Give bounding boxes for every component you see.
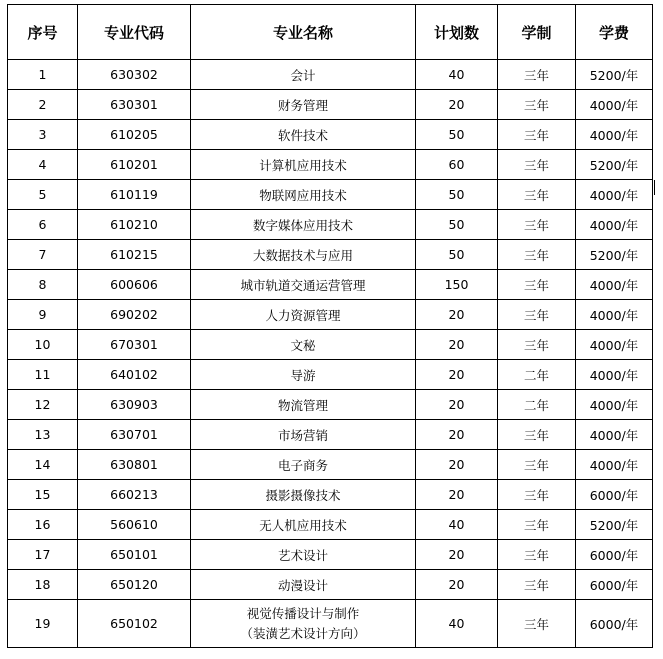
table-row	[8, 360, 653, 390]
cell-name: 数字媒体应用技术	[191, 210, 416, 240]
cell-name: 大数据技术与应用	[191, 240, 416, 270]
cell-quota: 50	[416, 120, 498, 150]
cell-quota: 40	[416, 60, 498, 90]
cell-index: 7	[8, 240, 78, 270]
majors-table	[7, 4, 653, 648]
cell-quota: 50	[416, 210, 498, 240]
cell-code: 610205	[78, 120, 191, 150]
cell-index: 13	[8, 420, 78, 450]
cell-quota: 20	[416, 570, 498, 600]
cell-fee: 4000/年	[576, 450, 653, 480]
cell-name-line: 视觉传播设计与制作	[246, 605, 360, 621]
table-row	[8, 270, 653, 300]
cell-duration: 三年	[498, 330, 576, 360]
cell-name: 城市轨道交通运营管理	[191, 270, 416, 300]
cell-quota: 20	[416, 480, 498, 510]
cell-quota: 20	[416, 300, 498, 330]
cell-index: 6	[8, 210, 78, 240]
cell-fee: 4000/年	[576, 390, 653, 420]
header-quota: 计划数	[416, 5, 498, 60]
cell-quota: 50	[416, 240, 498, 270]
cell-duration: 三年	[498, 180, 576, 210]
cell-quota: 20	[416, 540, 498, 570]
cell-quota: 40	[416, 600, 498, 648]
cell-index: 12	[8, 390, 78, 420]
cell-name: 物流管理	[191, 390, 416, 420]
cell-quota: 50	[416, 180, 498, 210]
table-row	[8, 330, 653, 360]
cell-fee: 5200/年	[576, 510, 653, 540]
cell-fee: 4000/年	[576, 210, 653, 240]
cell-index: 14	[8, 450, 78, 480]
cell-code: 560610	[78, 510, 191, 540]
cell-name: 软件技术	[191, 120, 416, 150]
header-row	[8, 5, 653, 60]
cell-fee: 4000/年	[576, 120, 653, 150]
cell-code: 600606	[78, 270, 191, 300]
cell-duration: 三年	[498, 570, 576, 600]
cell-duration: 三年	[498, 60, 576, 90]
cell-index: 16	[8, 510, 78, 540]
cell-code: 630903	[78, 390, 191, 420]
table-row	[8, 150, 653, 180]
table-row	[8, 570, 653, 600]
table-row	[8, 60, 653, 90]
cell-quota: 40	[416, 510, 498, 540]
cell-quota: 20	[416, 360, 498, 390]
table-row	[8, 210, 653, 240]
table-row	[8, 390, 653, 420]
cell-quota: 60	[416, 150, 498, 180]
cell-quota: 20	[416, 390, 498, 420]
cell-duration: 二年	[498, 390, 576, 420]
cell-name: 计算机应用技术	[191, 150, 416, 180]
cell-name: 动漫设计	[191, 570, 416, 600]
cell-fee: 4000/年	[576, 180, 653, 210]
table-row	[8, 450, 653, 480]
cell-duration: 三年	[498, 270, 576, 300]
cell-fee: 4000/年	[576, 420, 653, 450]
cell-duration: 三年	[498, 210, 576, 240]
cell-name: 电子商务	[191, 450, 416, 480]
cell-name-note: （装潢艺术设计方向）	[240, 625, 366, 641]
cell-duration: 三年	[498, 150, 576, 180]
header-duration: 学制	[498, 5, 576, 60]
cell-index: 2	[8, 90, 78, 120]
cell-index: 17	[8, 540, 78, 570]
header-name: 专业名称	[191, 5, 416, 60]
cell-code: 630302	[78, 60, 191, 90]
cell-duration: 三年	[498, 540, 576, 570]
cell-code: 630701	[78, 420, 191, 450]
cell-index: 18	[8, 570, 78, 600]
cell-quota: 20	[416, 450, 498, 480]
cell-duration: 三年	[498, 450, 576, 480]
header-code: 专业代码	[78, 5, 191, 60]
cell-quota: 20	[416, 90, 498, 120]
cell-code: 650120	[78, 570, 191, 600]
cell-quota: 20	[416, 420, 498, 450]
cell-duration: 三年	[498, 600, 576, 648]
cell-name: 摄影摄像技术	[191, 480, 416, 510]
cell-index: 4	[8, 150, 78, 180]
cell-name: 文秘	[191, 330, 416, 360]
cell-name: 导游	[191, 360, 416, 390]
cell-code: 650102	[78, 600, 191, 648]
cell-name: 人力资源管理	[191, 300, 416, 330]
cell-duration: 三年	[498, 480, 576, 510]
cell-index: 9	[8, 300, 78, 330]
cell-index: 5	[8, 180, 78, 210]
cell-fee: 4000/年	[576, 360, 653, 390]
cell-duration: 三年	[498, 120, 576, 150]
cell-fee: 5200/年	[576, 150, 653, 180]
cell-index: 3	[8, 120, 78, 150]
cell-code: 650101	[78, 540, 191, 570]
cell-duration: 三年	[498, 240, 576, 270]
cell-name: 物联网应用技术	[191, 180, 416, 210]
table-row	[8, 180, 653, 210]
header-fee: 学费	[576, 5, 653, 60]
table-row	[8, 480, 653, 510]
cell-code: 610201	[78, 150, 191, 180]
table-row	[8, 300, 653, 330]
cell-duration: 三年	[498, 300, 576, 330]
cell-index: 11	[8, 360, 78, 390]
cell-fee: 6000/年	[576, 600, 653, 648]
cell-name: 无人机应用技术	[191, 510, 416, 540]
cell-fee: 5200/年	[576, 240, 653, 270]
cell-code: 630801	[78, 450, 191, 480]
table-row	[8, 120, 653, 150]
cell-fee: 4000/年	[576, 300, 653, 330]
table-row	[8, 240, 653, 270]
cell-fee: 4000/年	[576, 90, 653, 120]
table-row	[8, 510, 653, 540]
cell-quota: 20	[416, 330, 498, 360]
cell-fee: 6000/年	[576, 570, 653, 600]
cell-quota: 150	[416, 270, 498, 300]
cell-index: 10	[8, 330, 78, 360]
table-row	[8, 600, 653, 648]
cell-name: 财务管理	[191, 90, 416, 120]
cell-index: 1	[8, 60, 78, 90]
cell-name: 艺术设计	[191, 540, 416, 570]
cell-code: 630301	[78, 90, 191, 120]
header-index: 序号	[8, 5, 78, 60]
cell-code: 610215	[78, 240, 191, 270]
cell-index: 15	[8, 480, 78, 510]
table-row	[8, 420, 653, 450]
cell-duration: 三年	[498, 90, 576, 120]
cell-code: 690202	[78, 300, 191, 330]
cell-index: 19	[8, 600, 78, 648]
cell-code: 640102	[78, 360, 191, 390]
cell-fee: 6000/年	[576, 540, 653, 570]
cell-code: 670301	[78, 330, 191, 360]
cell-name: 会计	[191, 60, 416, 90]
cell-fee: 4000/年	[576, 330, 653, 360]
cell-fee: 5200/年	[576, 60, 653, 90]
table-row	[8, 540, 653, 570]
cell-fee: 4000/年	[576, 270, 653, 300]
cell-duration: 二年	[498, 360, 576, 390]
cell-code: 610119	[78, 180, 191, 210]
cell-code: 660213	[78, 480, 191, 510]
cell-code: 610210	[78, 210, 191, 240]
cell-fee: 6000/年	[576, 480, 653, 510]
cell-index: 8	[8, 270, 78, 300]
cell-name: 市场营销	[191, 420, 416, 450]
cell-duration: 三年	[498, 510, 576, 540]
text-cursor	[654, 180, 655, 195]
table-row	[8, 90, 653, 120]
cell-name	[191, 600, 416, 648]
cell-duration: 三年	[498, 420, 576, 450]
